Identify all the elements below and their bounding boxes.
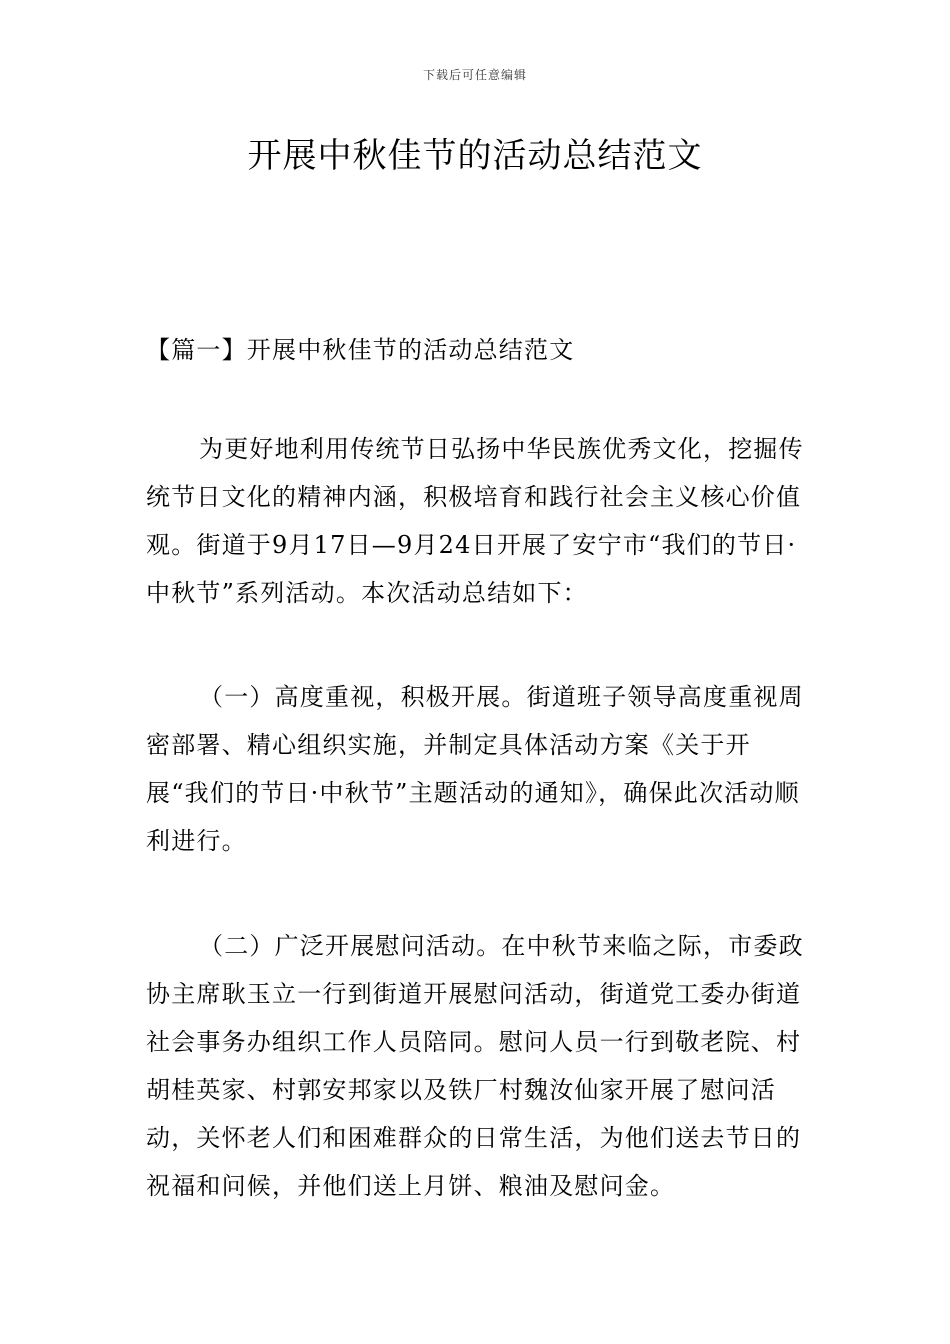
page-header-note: 下载后可任意编辑: [422, 68, 527, 82]
paragraph-intro: 为更好地利用传统节日弘扬中华民族优秀文化，挖掘传统节日文化的精神内涵，积极培育和践行社会主义核心价值观。街道于9月17日—9月24日开展了安宁市“我们的节日·中秋节”系列活动。本次活动总结如下：: [146, 435, 804, 607]
document-title: 开展中秋佳节的活动总结范文: [247, 136, 703, 176]
paragraph-point-1: （一）高度重视，积极开展。街道班子领导高度重视周密部署、精心组织实施，并制定具体活动方案《关于开展“我们的节日·中秋节”主题活动的通知》，确保此次活动顺利进行。: [146, 683, 804, 855]
section-heading: 【篇一】开展中秋佳节的活动总结范文: [146, 336, 575, 364]
paragraph-point-2: （二）广泛开展慰问活动。在中秋节来临之际，市委政协主席耿玉立一行到街道开展慰问活动，街道党工委办街道社会事务办组织工作人员陪同。慰问人员一行到敬老院、村胡桂英家、村郭安邦家以及铁厂村魏汝仙家开展了慰问活动，关怀老人们和困难群众的日常生活，为他们送去节日的祝福和问候，并他们送上月饼、粮油及慰问金。: [146, 932, 804, 1200]
